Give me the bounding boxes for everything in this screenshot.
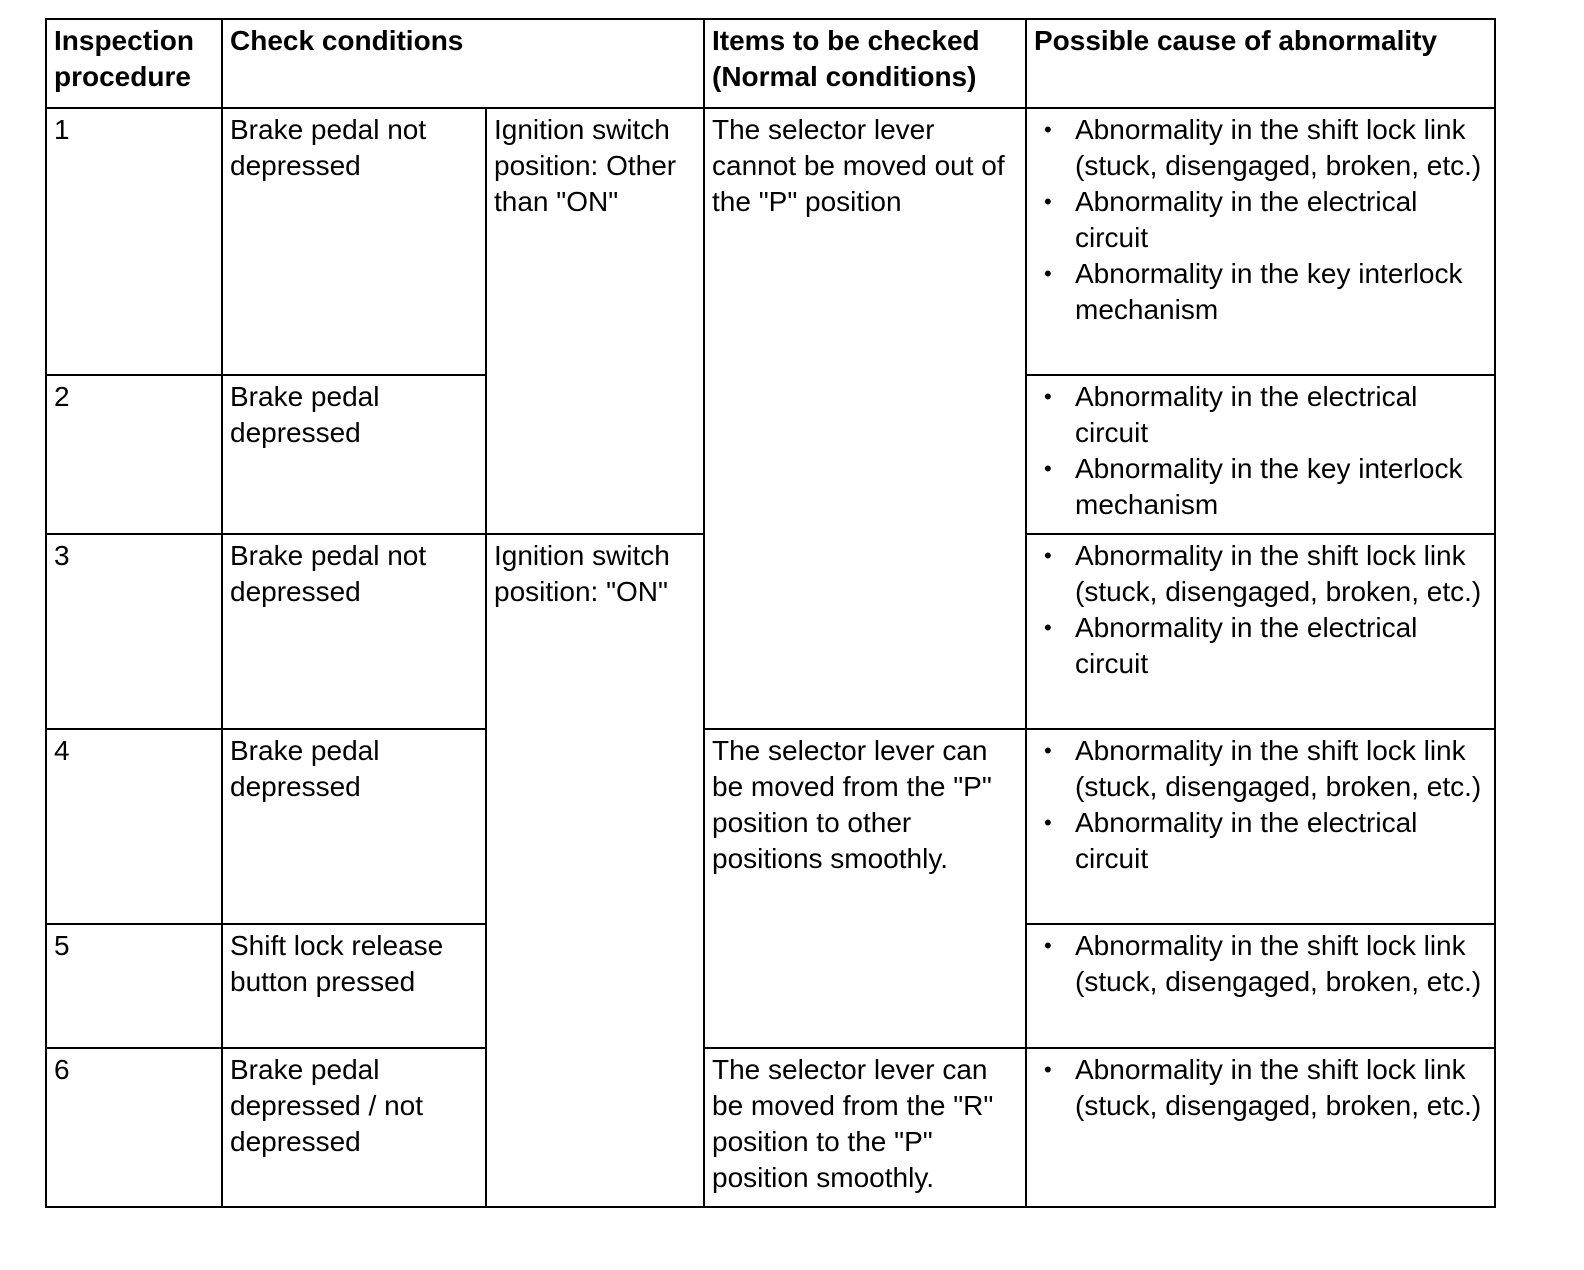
header-items-to-be-checked: Items to be checked (Normal conditions) — [704, 19, 1026, 108]
cause-text: Abnormality in the electrical circuit — [1075, 807, 1418, 874]
cause-text: Abnormality in the key interlock mechanism — [1075, 453, 1463, 520]
ignition-condition-on: Ignition switch position: "ON" — [486, 534, 704, 1207]
bullet-icon: • — [1044, 738, 1052, 763]
procedure-number: 5 — [46, 924, 222, 1048]
brake-condition: Brake pedal depressed — [222, 375, 486, 534]
procedure-number: 4 — [46, 729, 222, 924]
cause-item — [1034, 451, 1488, 523]
bullet-icon: • — [1044, 615, 1052, 640]
cause-item — [1034, 805, 1488, 877]
cause-item — [1034, 256, 1488, 328]
table-row — [46, 729, 1495, 924]
cause-text: Abnormality in the shift lock link (stuck, disengaged, broken, etc.) — [1075, 540, 1482, 607]
bullet-icon: • — [1044, 456, 1052, 481]
bullet-icon: • — [1044, 117, 1052, 142]
cause-text: Abnormality in the shift lock link (stuck, disengaged, broken, etc.) — [1075, 1054, 1482, 1121]
inspection-table — [45, 18, 1496, 1208]
cause-item — [1034, 1052, 1488, 1124]
possible-causes-cell — [1026, 729, 1495, 924]
ignition-condition-other-than-on: Ignition switch position: Other than "ON" — [486, 108, 704, 534]
cause-item — [1034, 379, 1488, 451]
cause-item — [1034, 928, 1488, 1000]
bullet-icon: • — [1044, 261, 1052, 286]
possible-causes-cell — [1026, 375, 1495, 534]
cause-text: Abnormality in the shift lock link (stuck, disengaged, broken, etc.) — [1075, 930, 1482, 997]
cause-item — [1034, 112, 1488, 184]
bullet-icon: • — [1044, 1057, 1052, 1082]
cause-list — [1034, 733, 1488, 877]
brake-condition: Brake pedal depressed / not depressed — [222, 1048, 486, 1207]
cause-list — [1034, 1052, 1488, 1124]
header-row — [46, 19, 1495, 108]
brake-condition: Brake pedal not depressed — [222, 534, 486, 729]
items-cannot-move-out-of-p: The selector lever cannot be moved out of the "P" position — [704, 108, 1026, 729]
bullet-icon: • — [1044, 384, 1052, 409]
table-row — [46, 108, 1495, 375]
bullet-icon: • — [1044, 543, 1052, 568]
brake-condition: Shift lock release button pressed — [222, 924, 486, 1048]
table-row — [46, 1048, 1495, 1207]
procedure-number: 2 — [46, 375, 222, 534]
possible-causes-cell — [1026, 108, 1495, 375]
cause-list — [1034, 928, 1488, 1000]
possible-causes-cell — [1026, 534, 1495, 729]
header-inspection-procedure: Inspection procedure — [46, 19, 222, 108]
brake-condition: Brake pedal not depressed — [222, 108, 486, 375]
bullet-icon: • — [1044, 810, 1052, 835]
cause-item — [1034, 733, 1488, 805]
cause-text: Abnormality in the shift lock link (stuck, disengaged, broken, etc.) — [1075, 114, 1482, 181]
bullet-icon: • — [1044, 933, 1052, 958]
cause-text: Abnormality in the shift lock link (stuck, disengaged, broken, etc.) — [1075, 735, 1482, 802]
cause-item — [1034, 184, 1488, 256]
brake-condition: Brake pedal depressed — [222, 729, 486, 924]
cause-item — [1034, 610, 1488, 682]
procedure-number: 1 — [46, 108, 222, 375]
cause-list — [1034, 379, 1488, 523]
items-move-from-p: The selector lever can be moved from the "P" position to other positions smoothly. — [704, 729, 1026, 1048]
header-check-conditions: Check conditions — [222, 19, 704, 108]
cause-text: Abnormality in the electrical circuit — [1075, 381, 1418, 448]
bullet-icon: • — [1044, 189, 1052, 214]
cause-text: Abnormality in the electrical circuit — [1075, 612, 1418, 679]
cause-list — [1034, 538, 1488, 682]
cause-text: Abnormality in the key interlock mechanism — [1075, 258, 1463, 325]
procedure-number: 3 — [46, 534, 222, 729]
items-move-from-r: The selector lever can be moved from the "R" position to the "P" position smoothly. — [704, 1048, 1026, 1207]
cause-text: Abnormality in the electrical circuit — [1075, 186, 1418, 253]
cause-list — [1034, 112, 1488, 328]
procedure-number: 6 — [46, 1048, 222, 1207]
possible-causes-cell — [1026, 924, 1495, 1048]
possible-causes-cell — [1026, 1048, 1495, 1207]
cause-item — [1034, 538, 1488, 610]
header-possible-cause: Possible cause of abnormality — [1026, 19, 1495, 108]
